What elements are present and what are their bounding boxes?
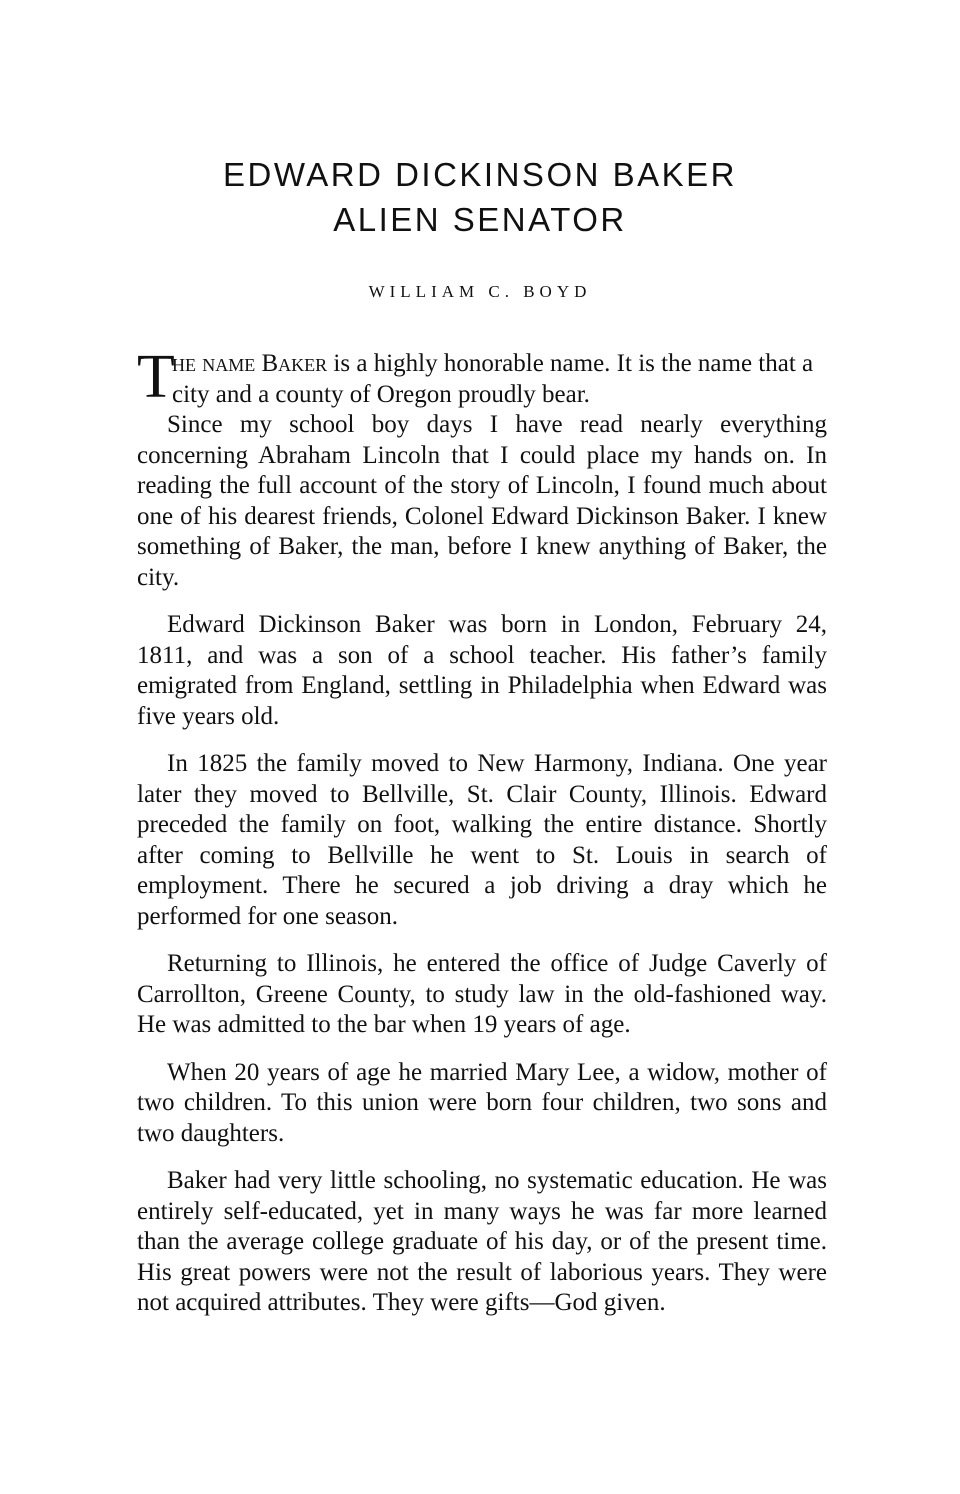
opening-smallcaps: he name Baker (172, 350, 328, 377)
paragraph-4: Returning to Illinois, he entered the office of Judge Caverly of Carrollton, Greene County, to study law in the old-fashioned way. He was admitted to the bar when 19 years of age. (137, 950, 827, 1038)
article-title-line-2: ALIEN SENATOR (333, 201, 627, 238)
article-body (137, 343, 827, 1336)
author-byline: WILLIAM C. BOYD (368, 282, 592, 301)
paragraph-2: Edward Dickinson Baker was born in London, February 24, 1811, and was a son of a school teacher. His father’s family emigrated from England, settling in Philadelphia when Edward was five years old. (137, 611, 827, 730)
paragraph-1: Since my school boy days I have read nearly everything concerning Abraham Lincoln that I could place my hands on. In reading the full account of the story of Lincoln, I found much about one of his dearest friends, Colonel Edward Dickinson Baker. I knew something of Baker, the man, before I knew anything of Baker, the city. (137, 411, 827, 591)
opening-text: is a highly honorable name. It is the name that a city and a county of Oregon proudly bear. (172, 350, 814, 408)
paragraph-3: In 1825 the family moved to New Harmony, Indiana. One year later they moved to Bellville, St. Clair County, Illinois. Edward preceded the family on foot, walking the entire distance. Shortly after coming to Bellville he went to St. Louis in search of employment. There he secured a job driving a dray which he performed for one season. (137, 750, 827, 930)
opening-paragraph (137, 343, 827, 411)
drop-cap: T (137, 343, 175, 411)
paragraph-5: When 20 years of age he married Mary Lee, a widow, mother of two children. To this union were born four children, two sons and two daughters. (137, 1058, 827, 1147)
article-title-line-1: EDWARD DICKINSON BAKER (222, 156, 737, 193)
paragraph-6: Baker had very little schooling, no systematic education. He was entirely self-educated, yet in many ways he was far more learned than the average college graduate of his day, or of the present time. His great powers were not the result of laborious years. They were not acquired attributes. They were gifts—God given. (137, 1167, 827, 1316)
